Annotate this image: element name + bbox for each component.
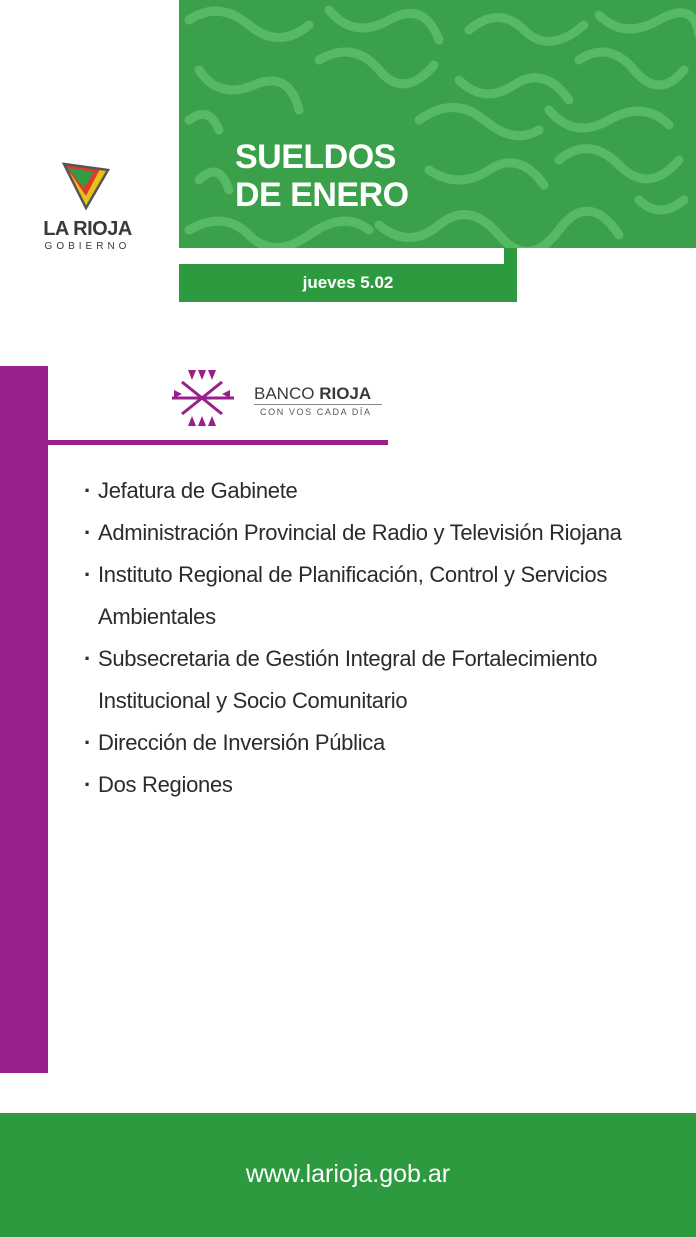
footer-bar — [0, 1113, 696, 1237]
list-item: · Dos Regiones — [84, 764, 674, 806]
logo-subtitle: GOBIERNO — [44, 241, 131, 252]
website-link[interactable]: www.larioja.gob.ar — [245, 1159, 451, 1188]
hero-banner — [179, 0, 696, 248]
purple-side-strip — [0, 366, 48, 1073]
list-item: · Subsecretaria de Gestión Integral de Fortalecimiento Institucional y Socio Comunitario — [84, 638, 674, 722]
date-bar-corner — [504, 248, 517, 264]
agency-list — [84, 470, 674, 806]
banco-rioja-logo — [168, 366, 398, 432]
list-item: · Dirección de Inversión Pública — [84, 722, 674, 764]
bank-tagline: CON VOS CADA DÍA — [260, 407, 372, 417]
list-item: · Instituto Regional de Planificación, Control y Servicios Ambientales — [84, 554, 674, 638]
hero-title-line2: DE ENERO — [235, 176, 409, 214]
date-bar — [179, 264, 517, 302]
purple-divider — [48, 440, 388, 445]
bank-name-underline — [254, 404, 382, 405]
banco-rioja-emblem-icon — [168, 366, 238, 432]
la-rioja-emblem-icon — [60, 160, 112, 212]
list-item: · Administración Provincial de Radio y Televisión Riojana — [84, 512, 674, 554]
hero-title-line1: SUELDOS — [235, 138, 396, 176]
la-rioja-logo — [30, 160, 145, 255]
hero-title — [235, 138, 409, 214]
bank-name: BANCO RIOJA — [254, 384, 372, 403]
logo-name: LA RIOJA — [43, 218, 132, 240]
payment-date: jueves 5.02 — [302, 273, 394, 292]
list-item: · Jefatura de Gabinete — [84, 470, 674, 512]
hero-divider — [179, 248, 504, 264]
